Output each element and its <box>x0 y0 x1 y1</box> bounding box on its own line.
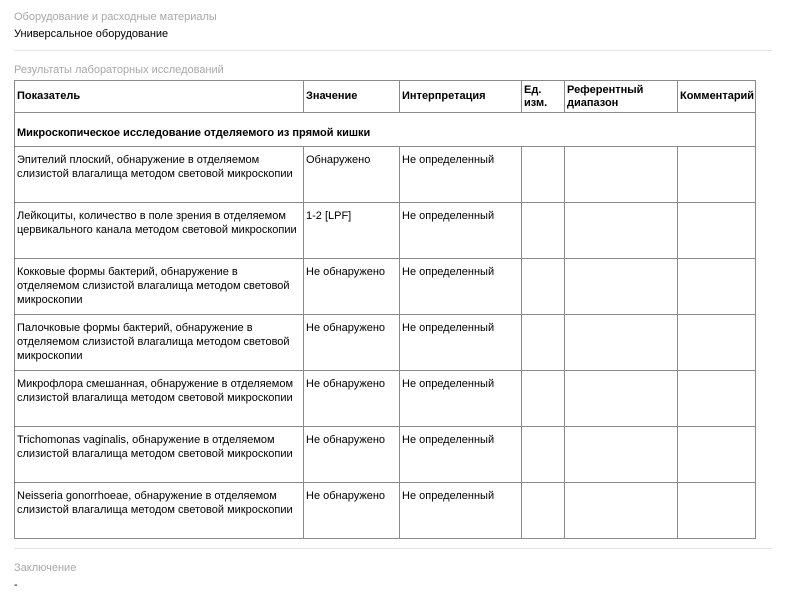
cell-value: 1-2 [LPF] <box>304 203 400 259</box>
cell-units <box>522 203 565 259</box>
cell-reference <box>565 315 678 371</box>
category-label: Оборудование и расходные материалы <box>14 11 217 23</box>
cell-comment <box>678 371 756 427</box>
group-row <box>15 113 756 147</box>
divider <box>14 548 772 549</box>
cell-indicator: Микрофлора смешанная, обнаружение в отделяемом слизистой влагалища методом световой микроскопии <box>15 371 304 427</box>
cell-units <box>522 147 565 203</box>
cell-indicator: Эпителий плоский, обнаружение в отделяемом слизистой влагалища методом световой микроскопии <box>15 147 304 203</box>
column-header-reference: Референтный диапазон <box>565 81 678 113</box>
cell-value: Не обнаружено <box>304 427 400 483</box>
divider <box>14 50 772 51</box>
cell-interpretation: Не определенный <box>400 259 522 315</box>
table-row <box>15 315 756 371</box>
cell-reference <box>565 427 678 483</box>
column-header-indicator: Показатель <box>15 81 304 113</box>
column-header-comment: Комментарий <box>678 81 756 113</box>
cell-reference <box>565 147 678 203</box>
cell-units <box>522 371 565 427</box>
cell-comment <box>678 259 756 315</box>
cell-reference <box>565 203 678 259</box>
conclusion-value: - <box>14 579 18 591</box>
column-header-value: Значение <box>304 81 400 113</box>
cell-indicator: Trichomonas vaginalis, обнаружение в отделяемом слизистой влагалища методом световой микроскопии <box>15 427 304 483</box>
cell-indicator: Neisseria gonorrhoeae, обнаружение в отделяемом слизистой влагалища методом световой микроскопии <box>15 483 304 539</box>
cell-interpretation: Не определенный <box>400 147 522 203</box>
cell-units <box>522 427 565 483</box>
cell-comment <box>678 483 756 539</box>
results-section-label: Результаты лабораторных исследований <box>14 64 224 76</box>
table-row <box>15 427 756 483</box>
cell-reference <box>565 483 678 539</box>
column-header-interpretation: Интерпретация <box>400 81 522 113</box>
group-title: Микроскопическое исследование отделяемого из прямой кишки <box>15 113 756 147</box>
cell-comment <box>678 427 756 483</box>
cell-units <box>522 259 565 315</box>
cell-units <box>522 315 565 371</box>
table-row <box>15 259 756 315</box>
cell-interpretation: Не определенный <box>400 371 522 427</box>
table-row <box>15 147 756 203</box>
cell-interpretation: Не определенный <box>400 203 522 259</box>
cell-indicator: Кокковые формы бактерий, обнаружение в отделяемом слизистой влагалища методом световой микроскопии <box>15 259 304 315</box>
cell-reference <box>565 371 678 427</box>
cell-comment <box>678 315 756 371</box>
results-table <box>14 80 756 539</box>
cell-indicator: Лейкоциты, количество в поле зрения в отделяемом цервикального канала методом световой микроскопии <box>15 203 304 259</box>
table-row <box>15 483 756 539</box>
cell-value: Не обнаружено <box>304 483 400 539</box>
table-row <box>15 371 756 427</box>
cell-value: Не обнаружено <box>304 315 400 371</box>
cell-interpretation: Не определенный <box>400 315 522 371</box>
cell-interpretation: Не определенный <box>400 427 522 483</box>
cell-value: Не обнаружено <box>304 259 400 315</box>
cell-comment <box>678 147 756 203</box>
cell-units <box>522 483 565 539</box>
cell-value: Обнаружено <box>304 147 400 203</box>
column-header-units: Ед. изм. <box>522 81 565 113</box>
table-header-row <box>15 81 756 113</box>
conclusion-label: Заключение <box>14 562 77 574</box>
document-page <box>14 10 772 592</box>
cell-reference <box>565 259 678 315</box>
table-row <box>15 203 756 259</box>
cell-comment <box>678 203 756 259</box>
cell-value: Не обнаружено <box>304 371 400 427</box>
cell-indicator: Палочковые формы бактерий, обнаружение в отделяемом слизистой влагалища методом световой микроскопии <box>15 315 304 371</box>
category-value: Универсальное оборудование <box>14 28 169 40</box>
cell-interpretation: Не определенный <box>400 483 522 539</box>
